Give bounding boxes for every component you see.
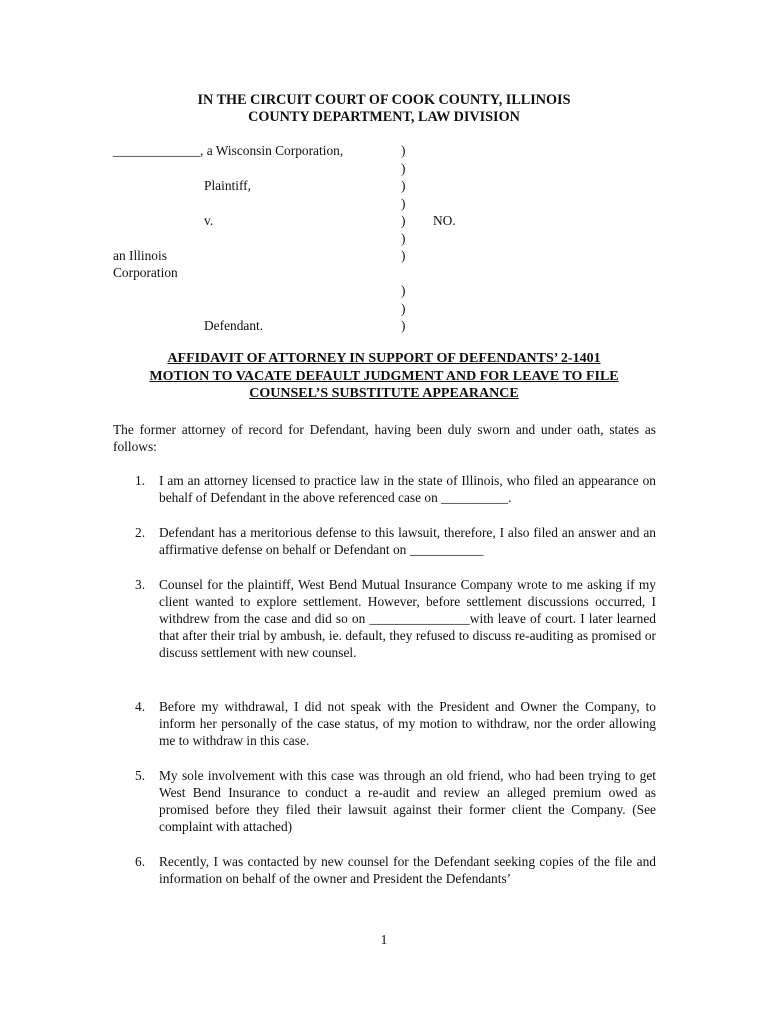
versus-label: v.: [204, 213, 214, 228]
case-number-label: NO.: [433, 213, 456, 228]
defendant-name-line2: Corporation: [113, 265, 178, 280]
plaintiff-name: _____________, a Wisconsin Corporation,: [113, 143, 344, 158]
caption-paren: ): [401, 300, 406, 316]
item-number: 1.: [135, 473, 146, 488]
item-number: 5.: [135, 768, 146, 783]
item-number: 6.: [135, 854, 146, 869]
caption-paren: ): [401, 178, 406, 193]
item-number: 4.: [135, 699, 146, 714]
caption-paren: ): [401, 213, 406, 228]
defendant-name-line1: an Illinois: [113, 248, 167, 263]
caption-paren: ): [401, 195, 406, 211]
item-number: 2.: [135, 525, 146, 540]
plaintiff-label: Plaintiff,: [204, 178, 251, 193]
item-text: My sole involvement with this case was through an old friend, who had been trying to get West Bend Insurance to conduct a re-audit and review an alleged premium owed as promised before they filed their lawsuit against their former client the Company. (See complaint with attached): [159, 768, 656, 834]
defendant-label: Defendant.: [204, 318, 264, 333]
court-heading-line1: IN THE CIRCUIT COURT OF COOK COUNTY, ILLINOIS: [197, 92, 571, 108]
page-number: 1: [380, 932, 388, 947]
caption-paren: ): [401, 318, 406, 333]
item-text: Recently, I was contacted by new counsel for the Defendant seeking copies of the file and information on behalf of the owner and President the Defendants’: [159, 854, 656, 886]
item-text: I am an attorney licensed to practice law in the state of Illinois, who filed an appearance on behalf of Defendant in the above referenced case on __________.: [159, 473, 656, 505]
caption-paren: ): [401, 160, 406, 176]
item-text: Defendant has a meritorious defense to this lawsuit, therefore, I also filed an answer and an affirmative defense on behalf or Defendant on ___________: [159, 525, 656, 557]
affidavit-title-line1: AFFIDAVIT OF ATTORNEY IN SUPPORT OF DEFENDANTS’ 2-1401: [167, 351, 601, 366]
court-heading-line2: COUNTY DEPARTMENT, LAW DIVISION: [248, 109, 520, 125]
affidavit-title-line2: MOTION TO VACATE DEFAULT JUDGMENT AND FOR LEAVE TO FILE: [149, 368, 619, 384]
caption-paren: ): [401, 143, 406, 158]
case-caption: [0, 142, 768, 332]
intro-paragraph: The former attorney of record for Defendant, having been duly sworn and under oath, states as follows:: [113, 422, 656, 454]
item-text: Before my withdrawal, I did not speak with the President and Owner the Company, to inform her personally of the case status, of my motion to withdraw, nor the order allowing me to withdraw in this case.: [159, 699, 656, 748]
item-text: Counsel for the plaintiff, West Bend Mutual Insurance Company wrote to me asking if my client wanted to explore settlement. However, before settlement discussions occurred, I withdrew from the case and did so on _______________with leave of court. I later learned that after their trial by ambush, ie. default, they refused to discuss re-auditing as promised or discuss settlement with new counsel.: [159, 577, 656, 660]
caption-paren: ): [401, 248, 406, 263]
caption-paren: ): [401, 230, 406, 246]
item-number: 3.: [135, 577, 146, 592]
caption-paren: ): [401, 283, 406, 298]
affidavit-title-line3: COUNSEL’S SUBSTITUTE APPEARANCE: [249, 386, 519, 401]
